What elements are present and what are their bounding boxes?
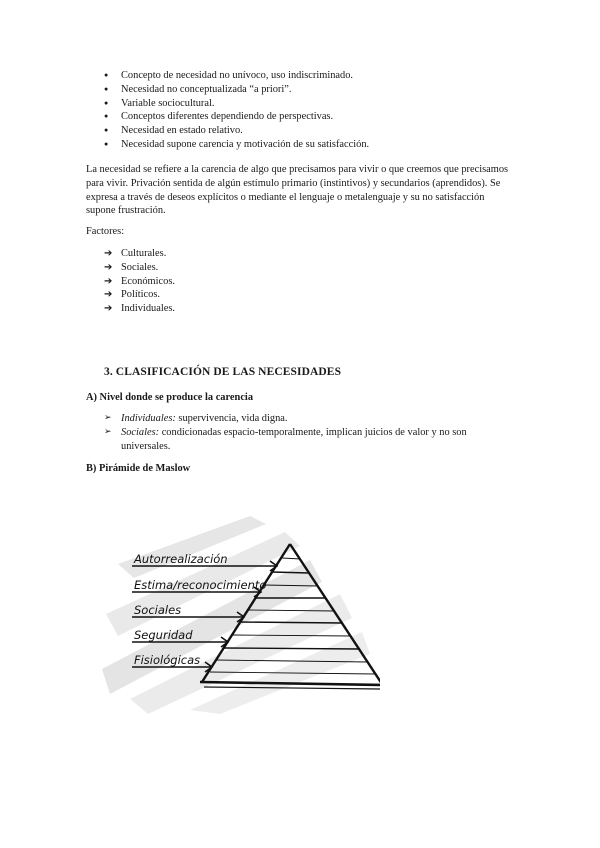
- item-text: supervivencia, vida digna.: [175, 413, 288, 424]
- carencia-list: [104, 412, 514, 453]
- maslow-pyramid-figure: [100, 494, 380, 714]
- list-item: ➔ Individuales.: [104, 302, 404, 316]
- level-label-autorrealizacion: Autorrealización: [134, 552, 228, 566]
- characteristics-list: [104, 69, 524, 152]
- subheading-b: B) Pirámide de Maslow: [86, 463, 191, 474]
- level-label-estima: Estima/reconocimiento: [134, 578, 267, 592]
- list-item: [104, 426, 514, 454]
- list-item: ➔ Políticos.: [104, 288, 404, 302]
- subheading-a: A) Nivel donde se produce la carencia: [86, 392, 254, 403]
- list-item: ● Necesidad no conceptualizada “a priori”.: [104, 83, 524, 97]
- item-term: Individuales:: [121, 413, 176, 424]
- list-item: ➔ Sociales.: [104, 261, 404, 275]
- list-item: ➔ Económicos.: [104, 275, 404, 289]
- factores-label: Factores:: [86, 226, 125, 237]
- definition-paragraph: La necesidad se refiere a la carencia de algo que precisamos para vivir o que creemos que precisamos para vivir. Privación sentida de algún estímulo primario (instintivos) y secundarios (aprendidos). Se expresa a través de deseos explícitos o mediante el lenguaje o metalenguaje y su no satisfacción supone frustración.: [86, 164, 509, 217]
- factores-list: [104, 247, 404, 316]
- level-label-fisiologicas: Fisiológicas: [134, 653, 201, 667]
- maslow-pyramid-drawing: [100, 494, 380, 714]
- list-item: ● Variable sociocultural.: [104, 97, 524, 111]
- level-label-sociales: Sociales: [134, 603, 182, 617]
- item-text: condicionadas espacio-temporalmente, implican juicios de valor y no son universales.: [121, 426, 467, 452]
- list-item: [104, 412, 514, 426]
- section-title: 3. CLASIFICACIÓN DE LAS NECESIDADES: [104, 366, 342, 378]
- list-item: ● Concepto de necesidad no unívoco, uso indiscriminado.: [104, 69, 524, 83]
- list-item: ● Necesidad en estado relativo.: [104, 124, 524, 138]
- item-term: Sociales:: [121, 426, 160, 438]
- list-item: ● Conceptos diferentes dependiendo de perspectivas.: [104, 110, 524, 124]
- level-label-seguridad: Seguridad: [134, 628, 193, 642]
- list-item: ● Necesidad supone carencia y motivación de su satisfacción.: [104, 138, 524, 152]
- list-item: ➔ Culturales.: [104, 247, 404, 261]
